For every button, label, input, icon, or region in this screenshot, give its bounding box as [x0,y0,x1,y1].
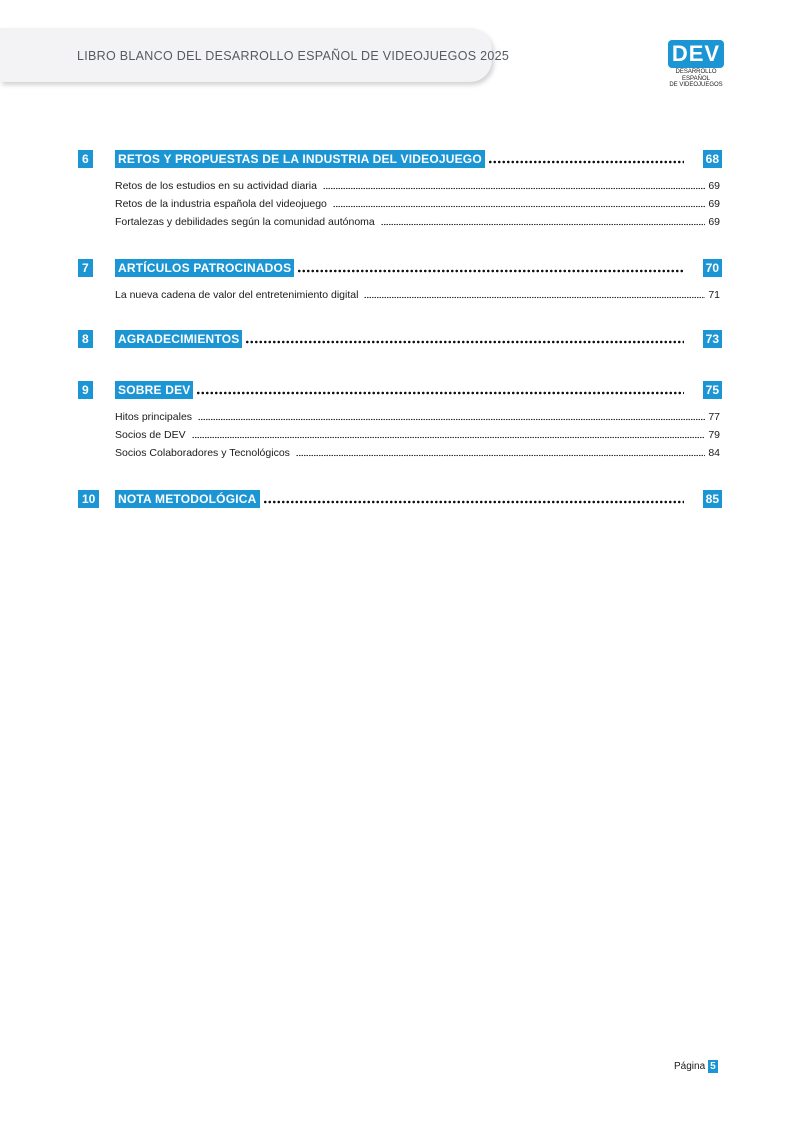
logo-mark: DEV [668,40,724,68]
footer-label: Página [674,1060,706,1072]
toc-subsection[interactable] [115,286,720,304]
dot-leader [364,296,705,299]
section-title[interactable]: SOBRE DEV [115,381,193,399]
dot-leader [263,500,684,504]
document-title: LIBRO BLANCO DEL DESARROLLO ESPAÑOL DE VIDEOJUEGOS 2025 [77,49,510,63]
subsection-page-number: 84 [708,447,720,459]
dot-leader [245,340,683,344]
subsection-page-number: 79 [708,429,720,441]
subsection-title[interactable]: Hitos principales [115,411,193,423]
section-number: 8 [78,330,93,348]
toc-subsection[interactable] [115,444,720,462]
subsection-page-number: 69 [708,180,720,192]
subsection-title[interactable]: Retos de la industria española del videojuego [115,198,327,210]
toc-section-9[interactable] [78,381,722,462]
section-title[interactable]: NOTA METODOLÓGICA [115,490,260,508]
logo-subtext [666,69,726,89]
toc-section-7[interactable] [78,259,722,304]
section-number: 6 [78,150,93,168]
subsection-page-number: 77 [708,411,720,423]
dot-leader [488,160,684,164]
subsection-title[interactable]: Socios Colaboradores y Tecnológicos [115,447,290,459]
section-page-number: 85 [703,490,722,508]
subsection-title[interactable]: La nueva cadena de valor del entretenimiento digital [115,289,359,301]
toc-section-8[interactable] [78,330,722,348]
subsection-page-number: 69 [708,198,720,210]
dot-leader [198,418,705,421]
toc-subsection[interactable] [115,195,720,213]
subsection-page-number: 69 [708,216,720,228]
dot-leader [297,269,683,273]
section-title[interactable]: RETOS Y PROPUESTAS DE LA INDUSTRIA DEL VIDEOJUEGO [115,150,485,168]
section-page-number: 73 [703,330,722,348]
section-number: 9 [78,381,93,399]
section-title[interactable]: ARTÍCULOS PATROCINADOS [115,259,294,277]
subsection-title[interactable]: Socios de DEV [115,429,186,441]
toc-subsection[interactable] [115,177,720,195]
subsection-title[interactable]: Fortalezas y debilidades según la comunidad autónoma [115,216,375,228]
section-number: 10 [78,490,99,508]
section-page-number: 70 [703,259,722,277]
subsection-list [78,408,722,462]
toc-section-10[interactable] [78,490,722,508]
subsection-title[interactable]: Retos de los estudios en su actividad diaria [115,180,317,192]
dev-logo [666,40,726,88]
toc-section-6[interactable] [78,150,722,231]
subsection-page-number: 71 [708,289,720,301]
dot-leader [196,391,683,395]
dot-leader [333,205,705,208]
section-title[interactable]: AGRADECIMIENTOS [115,330,242,348]
toc-subsection[interactable] [115,408,720,426]
subsection-list [78,177,722,231]
logo-subtext-line-2: DE VIDEOJUEGOS [669,82,723,88]
logo-subtext-line-1: DESARROLLO ESPAÑOL [675,69,717,82]
section-page-number: 75 [703,381,722,399]
toc-subsection[interactable] [115,213,720,231]
footer-page-number: 5 [710,1060,716,1072]
subsection-list [78,286,722,304]
section-number: 7 [78,259,93,277]
dot-leader [296,454,705,457]
dot-leader [192,436,706,439]
page-footer [674,1058,718,1074]
section-page-number: 68 [703,150,722,168]
dot-leader [323,187,705,190]
toc-subsection[interactable] [115,426,720,444]
dot-leader [381,223,706,226]
